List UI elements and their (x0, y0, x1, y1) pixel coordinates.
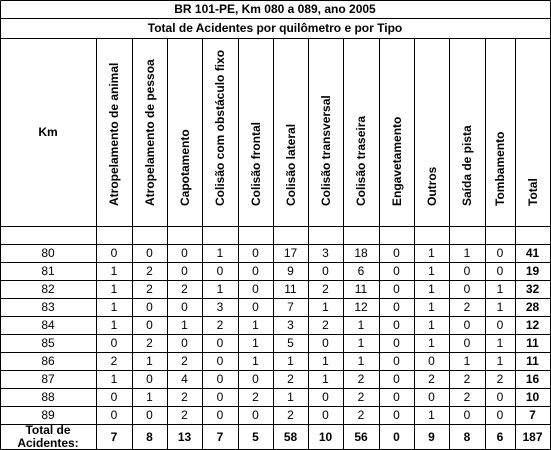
column-total-cell: 5 (252, 429, 259, 444)
row-total-cell: 7 (529, 408, 536, 422)
table-title: BR 101-PE, Km 080 a 089, ano 2005 (174, 2, 376, 16)
column-header-label: Saída de pista (460, 125, 474, 206)
km-cell: 80 (41, 246, 55, 260)
count-cell: 2 (146, 282, 153, 296)
count-cell: 1 (110, 300, 118, 314)
count-cell: 0 (322, 408, 329, 422)
column-total-cell: 6 (496, 429, 504, 444)
count-cell: 1 (110, 264, 118, 278)
count-cell: 0 (216, 354, 224, 368)
count-cell: 0 (146, 408, 153, 422)
count-cell: 0 (252, 408, 259, 422)
count-cell: 2 (216, 318, 224, 332)
count-cell: 1 (252, 336, 259, 350)
count-cell: 2 (463, 390, 471, 404)
count-cell: 2 (357, 390, 365, 404)
column-total-cell: 7 (216, 429, 224, 444)
count-cell: 0 (428, 390, 435, 404)
count-cell: 0 (393, 372, 400, 386)
count-cell: 0 (463, 282, 471, 296)
totals-label-line: Acidentes: (17, 435, 79, 450)
column-total-cell: 187 (522, 429, 543, 444)
count-cell: 2 (181, 282, 188, 296)
count-cell: 2 (463, 300, 471, 314)
count-cell: 2 (287, 372, 294, 386)
count-cell: 2 (146, 336, 153, 350)
count-cell: 17 (283, 246, 298, 260)
count-cell: 0 (463, 408, 471, 422)
count-cell: 0 (322, 390, 329, 404)
count-cell: 1 (357, 336, 365, 350)
count-cell: 0 (496, 318, 504, 332)
count-cell: 0 (496, 390, 504, 404)
count-cell: 2 (252, 390, 259, 404)
count-cell: 1 (496, 282, 504, 296)
column-header-label: Tombamento (493, 131, 507, 206)
count-cell: 1 (252, 354, 259, 368)
count-cell: 1 (322, 354, 329, 368)
count-cell: 0 (110, 390, 118, 404)
count-cell: 3 (287, 318, 294, 332)
column-total-cell: 9 (428, 429, 435, 444)
count-cell: 9 (287, 264, 294, 278)
count-cell: 0 (496, 246, 504, 260)
count-cell: 0 (146, 318, 153, 332)
row-total-cell: 32 (525, 282, 540, 296)
column-total-cell: 7 (110, 429, 118, 444)
count-cell: 1 (110, 372, 118, 386)
count-cell: 1 (428, 336, 435, 350)
count-cell: 1 (110, 282, 118, 296)
count-cell: 0 (216, 372, 224, 386)
count-cell: 1 (181, 318, 188, 332)
km-cell: 82 (41, 282, 55, 296)
column-total-cell: 10 (318, 429, 333, 444)
row-total-cell: 19 (525, 264, 540, 278)
count-cell: 0 (216, 264, 224, 278)
count-cell: 12 (354, 300, 368, 314)
column-header-label: Colisão frontal (248, 121, 263, 206)
column-total-cell: 8 (463, 429, 471, 444)
count-cell: 2 (181, 408, 188, 422)
count-cell: 0 (463, 318, 471, 332)
count-cell: 1 (322, 300, 329, 314)
count-cell: 2 (322, 318, 329, 332)
count-cell: 0 (393, 282, 400, 296)
count-cell: 1 (463, 246, 471, 260)
count-cell: 2 (357, 408, 365, 422)
count-cell: 1 (496, 300, 504, 314)
count-cell: 0 (322, 336, 329, 350)
count-cell: 1 (252, 318, 259, 332)
totals-label-line: Total de (25, 422, 71, 437)
count-cell: 1 (496, 336, 504, 350)
count-cell: 3 (322, 246, 329, 260)
column-header-label: Colisão traseira (354, 115, 368, 206)
count-cell: 2 (110, 354, 118, 368)
count-cell: 1 (496, 354, 504, 368)
km-cell: 83 (41, 300, 55, 314)
count-cell: 1 (322, 372, 329, 386)
count-cell: 0 (393, 300, 400, 314)
count-cell: 0 (496, 408, 504, 422)
count-cell: 0 (393, 408, 400, 422)
count-cell: 0 (146, 300, 153, 314)
count-cell: 7 (287, 300, 294, 314)
count-cell: 0 (252, 300, 259, 314)
count-cell: 2 (496, 372, 504, 386)
column-header-label: Colisão com obstáculo fixo (213, 49, 227, 206)
count-cell: 0 (496, 264, 504, 278)
count-cell: 0 (216, 336, 224, 350)
count-cell: 1 (428, 300, 435, 314)
count-cell: 1 (146, 390, 153, 404)
count-cell: 0 (252, 372, 259, 386)
count-cell: 0 (463, 336, 471, 350)
km-cell: 81 (41, 264, 55, 278)
count-cell: 2 (287, 408, 294, 422)
count-cell: 1 (463, 354, 471, 368)
column-total-cell: 0 (393, 429, 400, 444)
km-cell: 89 (41, 408, 55, 422)
count-cell: 0 (181, 246, 188, 260)
row-total-cell: 10 (525, 390, 540, 404)
row-total-cell: 12 (525, 318, 540, 332)
count-cell: 0 (110, 408, 118, 422)
count-cell: 11 (354, 282, 368, 296)
count-cell: 1 (357, 354, 365, 368)
count-cell: 1 (357, 318, 365, 332)
km-cell: 84 (41, 318, 55, 332)
count-cell: 0 (181, 300, 188, 314)
count-cell: 0 (393, 318, 400, 332)
count-cell: 2 (322, 282, 329, 296)
count-cell: 0 (393, 354, 400, 368)
column-total-cell: 8 (146, 429, 153, 444)
count-cell: 1 (287, 390, 294, 404)
row-total-cell: 11 (526, 336, 539, 350)
row-total-cell: 16 (525, 372, 540, 386)
count-cell: 1 (428, 318, 435, 332)
count-cell: 1 (216, 246, 224, 260)
count-cell: 1 (428, 246, 435, 260)
column-header-label: Atropelamento de pessoa (142, 59, 157, 206)
count-cell: 0 (181, 264, 188, 278)
count-cell: 11 (284, 282, 297, 296)
column-header-label: Outros (424, 166, 439, 206)
count-cell: 1 (428, 408, 435, 422)
count-cell: 2 (463, 372, 471, 386)
count-cell: 0 (393, 336, 400, 350)
km-cell: 88 (41, 390, 55, 404)
count-cell: 0 (252, 246, 259, 260)
count-cell: 18 (354, 246, 368, 260)
count-cell: 2 (146, 264, 153, 278)
count-cell: 1 (287, 354, 294, 368)
count-cell: 2 (428, 372, 435, 386)
column-header-label: Capotamento (177, 129, 192, 206)
column-header-label: Total (525, 178, 540, 206)
count-cell: 0 (463, 264, 471, 278)
count-cell: 3 (216, 300, 224, 314)
count-cell: 2 (357, 372, 365, 386)
count-cell: 0 (110, 336, 118, 350)
count-cell: 0 (216, 390, 224, 404)
table-subtitle: Total de Acidentes por quilômetro e por Tipo (147, 21, 403, 35)
km-cell: 86 (41, 354, 55, 368)
count-cell: 1 (110, 318, 118, 332)
count-cell: 0 (393, 390, 400, 404)
count-cell: 2 (181, 390, 188, 404)
count-cell: 5 (287, 336, 294, 350)
count-cell: 2 (181, 354, 188, 368)
column-header-label: Colisão transversal (318, 95, 333, 206)
column-total-cell: 58 (283, 429, 298, 444)
count-cell: 0 (428, 354, 435, 368)
column-header-label: Engavetamento (389, 116, 404, 206)
count-cell: 0 (216, 408, 224, 422)
count-cell: 1 (428, 264, 435, 278)
count-cell: 0 (393, 264, 400, 278)
count-cell: 1 (428, 282, 435, 296)
count-cell: 1 (216, 282, 224, 296)
column-header-label: Colisão lateral (283, 123, 298, 206)
km-cell: 85 (41, 336, 55, 350)
count-cell: 0 (181, 336, 188, 350)
count-cell: 0 (393, 246, 400, 260)
count-cell: 0 (252, 264, 259, 278)
km-column-header: Km (38, 125, 58, 139)
count-cell: 6 (357, 264, 365, 278)
count-cell: 0 (110, 246, 118, 260)
row-total-cell: 28 (525, 300, 540, 314)
count-cell: 0 (252, 282, 259, 296)
count-cell: 0 (146, 372, 153, 386)
row-total-cell: 11 (526, 354, 539, 368)
count-cell: 0 (146, 246, 153, 260)
column-total-cell: 13 (177, 429, 192, 444)
row-total-cell: 41 (525, 246, 540, 260)
count-cell: 0 (322, 264, 329, 278)
column-total-cell: 56 (354, 429, 368, 444)
count-cell: 1 (146, 354, 153, 368)
count-cell: 4 (181, 372, 188, 386)
column-header-label: Atropelamento de animal (107, 62, 121, 206)
km-cell: 87 (41, 372, 55, 386)
